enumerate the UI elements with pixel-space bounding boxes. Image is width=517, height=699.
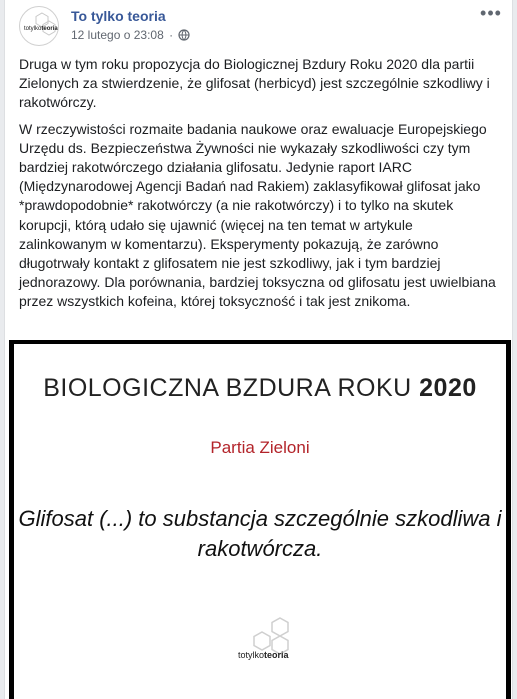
post-header — [19, 3, 502, 46]
hexagon-logo-icon — [232, 614, 312, 672]
image-title: BIOLOGICZNA BZDURA ROKU 2020 — [43, 374, 477, 402]
post-card — [4, 0, 513, 699]
image-quote: Glifosat (...) to substancja szczególnie szkodliwa i rakotwórcza. — [18, 506, 502, 561]
page-name-link[interactable]: To tylko teoria — [71, 8, 166, 24]
meta-separator: · — [169, 28, 174, 42]
image-party-name: Partia Zieloni — [210, 438, 310, 457]
post-image-content — [14, 344, 506, 699]
avatar-logo-text: totylkoteoria — [24, 26, 58, 32]
post-image[interactable] — [9, 340, 511, 699]
post-meta — [71, 28, 190, 42]
more-dots-icon[interactable]: ••• — [480, 3, 502, 23]
post-text — [19, 55, 503, 319]
logo-text: totylkoteoria — [238, 650, 289, 660]
globe-icon[interactable] — [178, 29, 190, 41]
post-paragraph-2: W rzeczywistości rozmaite badania naukowe oraz ewaluacje Europejskiego Urzędu ds. Bezpieczeństwa Żywności nie wykazały szkodliwości czy tym bardziej rakotwórczego działania glifosatu. Jedynie raport IARC (Międzynarodowej Agencji Badań nad Rakiem) zaklasyfikował glifosat jako *prawdopodobnie* rakotwórczy (a nie rakotwórczy) i to tylko na skutek korupcji, którą udało się ujawnić (więcej na ten temat w artykule zalinkowanym w komentarzu). Eksperymenty pokazują, że zarówno długotrwały kontakt z glifosatem nie jest szkodliwy, jak i tym bardziej jednorazowy. Dla porównania, bardziej toksyczna od glifosatu jest uwielbiana przez wszystkich kofeina, której toksyczność i tak jest znikoma. — [19, 120, 496, 310]
post-paragraph-1: Druga w tym roku propozycja do Biologicznej Bzdury Roku 2020 dla partii Zielonych za stwierdzenie, że glifosat (herbicyd) jest szczególnie szkodliwy i rakotwórczy. — [19, 56, 490, 111]
image-logo — [232, 614, 312, 672]
post-timestamp[interactable]: 12 lutego o 23:08 — [71, 28, 164, 42]
page-avatar[interactable] — [19, 6, 59, 46]
